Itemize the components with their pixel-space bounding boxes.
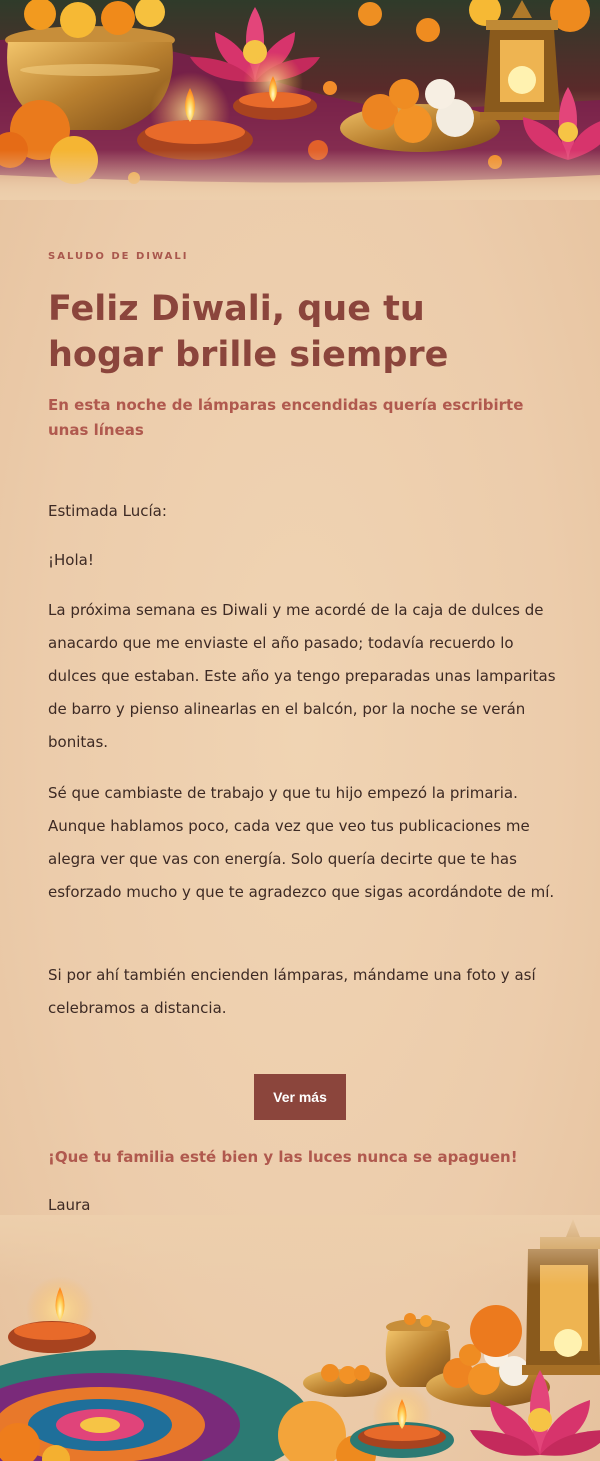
page-title: Feliz Diwali, que tu hogar brille siempre: [48, 289, 449, 375]
body-paragraph: Si por ahí también encienden lámparas, mándame una foto y así celebramos a distancia.: [48, 966, 536, 1017]
diya-icon: [8, 1276, 96, 1353]
bottom-decoration-banner: [0, 1215, 600, 1461]
body-paragraph: Sé que cambiaste de trabajo y que tu hijo empezó la primaria. Aunque hablamos poco, cada vez que veo tus publicaciones me alegra ver que vas con energía. Solo quería decirte que te has esforzado mucho y que te agradezco que sigas acordándote de mí.: [48, 784, 555, 901]
see-more-button[interactable]: Ver más: [254, 1074, 346, 1120]
greeting: Estimada Lucía:: [48, 502, 167, 520]
signature: Laura: [48, 1196, 91, 1214]
eyebrow-label: SALUDO DE DIWALI: [48, 251, 189, 262]
subtitle: En esta noche de lámparas encendidas quería escribirte unas líneas: [48, 396, 524, 439]
closing-line: ¡Que tu familia esté bien y las luces nunca se apaguen!: [48, 1148, 518, 1166]
top-decoration-banner: [0, 0, 600, 200]
rangoli-icon: [0, 1350, 310, 1461]
body-paragraph: La próxima semana es Diwali y me acordé de la caja de dulces de anacardo que me enviaste el año pasado; todavía recuerdo lo dulces que estaban. Este año ya tengo preparadas unas lamparitas de barro y pienso alinearlas en el balcón, por la noche se verán bonitas.: [48, 601, 556, 751]
hello-line: ¡Hola!: [48, 551, 94, 569]
